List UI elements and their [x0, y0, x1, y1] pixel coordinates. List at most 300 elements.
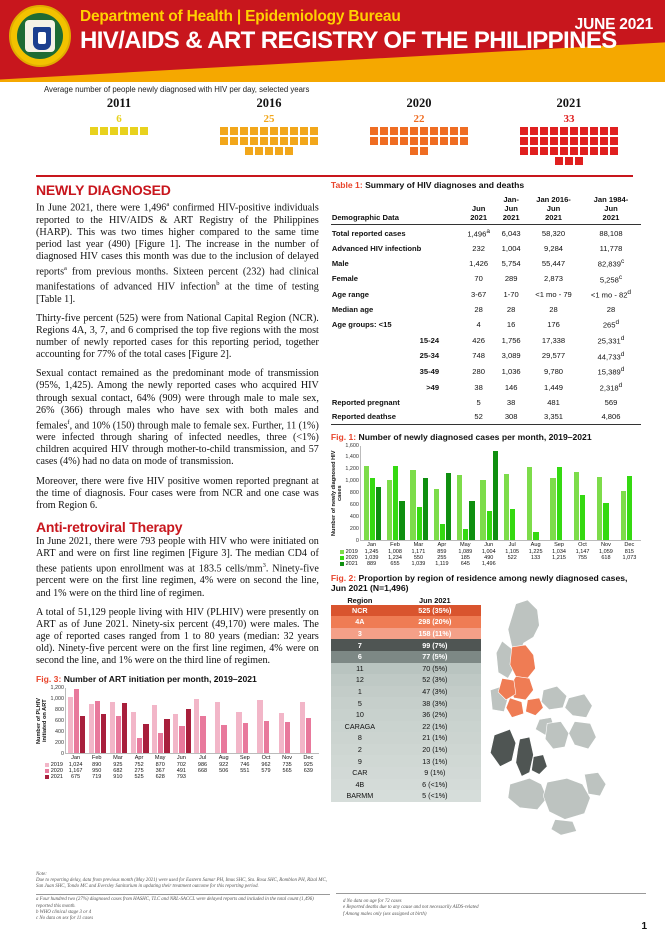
notes-body: Due to reporting delay, data from previous month (May 2021) were used for Eastern Samar PH, Imus SHC, Sta. Rosa SHC, Romblon PH, Rizal MC, San Juan SHC, Tondo MC and Eversley Sanitarium in updating their treatment outcome for this reporting period. — [36, 878, 327, 890]
chart-bar — [493, 451, 498, 540]
infographic-square — [440, 127, 448, 135]
chart-value-cell: 735 — [282, 762, 292, 769]
chart-value-cell: 185 — [460, 554, 470, 561]
chart-value-cell: 682 — [113, 768, 123, 775]
table-cell: 28 — [606, 305, 616, 315]
chart-value-cell — [255, 774, 276, 780]
chart-month-group — [129, 688, 150, 753]
chart-y-tick-label: 1,200 — [345, 466, 359, 473]
region-value: 6 (<1%) — [422, 779, 448, 789]
infographic-year-value: 25 — [263, 113, 275, 125]
infographic-square — [560, 127, 568, 135]
chart-value-cell: 1,225 — [528, 548, 543, 555]
region-row — [331, 697, 481, 709]
chart-x-tick-label: Sep — [554, 541, 565, 548]
chart-value-cell: 618 — [601, 554, 611, 561]
table-body — [331, 225, 641, 424]
region-name: 9 — [357, 756, 362, 766]
chart-y-tick-label: 1,000 — [50, 696, 64, 703]
infographic-square — [400, 137, 408, 145]
chart-value-cell: 986 — [197, 762, 208, 769]
infographic-square-grid — [66, 127, 172, 135]
infographic-square — [290, 137, 298, 145]
chart-bar — [179, 726, 184, 753]
table-cell: 58,320 — [541, 228, 566, 238]
chart-y-axis-title: Number of newly diagnosed HIV cases — [330, 450, 343, 536]
chart-value-cell: 367 — [155, 768, 165, 775]
table-cell: 308 — [504, 412, 518, 421]
table-hiv-summary — [331, 192, 641, 424]
chart-legend-swatch — [45, 763, 49, 767]
chart-y-tick-label: 0 — [355, 537, 359, 544]
chart-bar — [80, 716, 85, 753]
table-row-label: Reported deathse — [331, 412, 396, 421]
chart-legend-row — [331, 561, 641, 567]
infographic-square — [570, 137, 578, 145]
infographic-square — [575, 157, 583, 165]
fig2-region-block — [331, 596, 641, 846]
fig1-title — [331, 432, 641, 442]
region-name: BARMM — [346, 791, 374, 801]
infographic-square — [310, 137, 318, 145]
infographic-year-label: 2016 — [256, 96, 282, 110]
table-cell: 3-67 — [471, 290, 487, 300]
infographic-square — [300, 137, 308, 145]
region-name: 7 — [357, 640, 362, 650]
infographic-year-label: 2020 — [406, 96, 432, 110]
chart-value-cell: 910 — [113, 774, 123, 781]
table-cell: 4 — [476, 319, 481, 329]
fig1-label: Fig. 1: — [330, 431, 357, 442]
chart-legend-swatch — [340, 550, 344, 554]
table-cell: 25,331$^d$ — [597, 334, 625, 346]
region-value: 36 (2%) — [422, 710, 448, 720]
chart-bar — [194, 699, 199, 753]
chart-month-group — [431, 446, 454, 540]
infographic-square — [300, 127, 308, 135]
paragraph-6: A total of 51,129 people living with HIV (PLHIV) were presently on ART as of June 2021. Ninety-six percent (49,170) were males. The age of reported cases ranged from 1 to 80 years (median: 32 years old). Ninety-five percent were on the first line regimen, 4% were on second the line, and 1% were on the third line of regimen. — [36, 606, 319, 666]
infographic-square — [410, 147, 418, 155]
chart-bar — [580, 495, 585, 540]
region-table — [331, 596, 481, 846]
chart-value-row — [360, 561, 641, 567]
chart-value-cell: 1,234 — [388, 554, 402, 561]
infographic-square — [420, 147, 428, 155]
infographic-square — [420, 137, 428, 145]
fig2-title-text: Proportion by region of residence among newly diagnosed cases, Jun 2021 (N=1,496) — [330, 572, 628, 593]
chart-value-cell: 1,004 — [481, 548, 496, 555]
infographic-square — [460, 137, 468, 145]
chart-legend-label: 2019 — [345, 548, 358, 555]
table-row — [331, 332, 641, 348]
region-row — [331, 732, 481, 744]
fig2-label: Fig. 2: — [330, 572, 357, 583]
chart-value-cell: 922 — [219, 762, 229, 769]
chart-month-group — [548, 446, 571, 540]
infographic-square — [280, 127, 288, 135]
chart-value-cell: 889 — [366, 560, 377, 567]
chart-x-tick-label: May — [460, 541, 471, 548]
infographic-square — [370, 127, 378, 135]
table-row — [331, 409, 641, 424]
chart-value-cell — [277, 774, 298, 780]
table-cell: 1-70 — [503, 290, 519, 300]
region-value: 158 (11%) — [418, 629, 452, 639]
chart-value-cell: 1,105 — [505, 548, 520, 555]
infographic-square — [380, 137, 388, 145]
paragraph-1: In June 2021, there were 1,496$^a$ confirmed HIV-positive individuals reported to the HIV/AIDS & ART Registry of the Philippines (HARP). This was two times higher compared to the same time period last year (490) [Figure 1]. The increase in the number of diagnosed HIV cases this month was due to the inclusion of delayed reports$^a$ from previous months. Sixteen percent (232) had clinical manifestations of advanced HIV infection$^b$ at the time of testing [Table 1]. — [36, 201, 319, 305]
infographic-square — [520, 127, 528, 135]
region-row — [331, 767, 481, 779]
chart-legend-and-values — [331, 549, 641, 567]
chart-y-tick-label: 400 — [349, 513, 359, 520]
infographic-year-label: 2011 — [106, 96, 132, 110]
footnote-d: d No data on age for 72 cases — [343, 899, 402, 904]
chart-value-cell — [594, 561, 617, 567]
table-cell: 29,577 — [541, 351, 566, 361]
chart-x-tick-label: Feb — [91, 755, 102, 762]
table-col-header: Jan 1984- Jun 2021 — [593, 194, 629, 222]
footnote-divider-right — [336, 893, 646, 894]
chart-legend-swatch — [340, 562, 344, 566]
chart-month-group — [524, 446, 547, 540]
chart-value-cell: 133 — [531, 554, 541, 561]
chart-bar — [410, 470, 415, 540]
table-row-label: Age groups: <15 — [331, 319, 392, 329]
region-row — [331, 721, 481, 733]
chart-value-cell: 1,167 — [68, 768, 83, 775]
table-col-header: Jun 2021 — [470, 203, 488, 222]
infographic-year-2011 — [44, 96, 194, 165]
chart-x-tick-label: Mar — [113, 755, 123, 762]
chart-x-axis-labels — [360, 541, 641, 548]
chart-value-cell — [192, 774, 213, 780]
table-cell: 6,043 — [501, 228, 521, 238]
region-value: 525 (35%) — [418, 605, 452, 615]
chart-x-tick-label: Aug — [218, 755, 229, 762]
chart-value-cell: 675 — [70, 774, 81, 781]
region-row — [331, 651, 481, 663]
chart-value-cell: 1,171 — [411, 548, 426, 555]
infographic-square — [610, 147, 618, 155]
chart-bar — [446, 473, 451, 539]
chart-y-tick-label: 400 — [55, 729, 64, 736]
chart-value-cell: 579 — [261, 768, 271, 775]
chart-bar — [186, 709, 191, 753]
table-row — [331, 348, 641, 364]
chart-value-cell: 522 — [507, 554, 517, 561]
chart-value-cell: 859 — [437, 548, 447, 555]
table-row — [331, 364, 641, 380]
notes-divider — [36, 894, 330, 895]
chart-y-axis-title: Number of PLHIV initiated on ART — [36, 698, 48, 745]
infographic-square — [270, 127, 278, 135]
chart-bar — [364, 466, 369, 540]
infographic-square — [410, 137, 418, 145]
chart-y-tick-label: 600 — [55, 718, 64, 725]
chart-x-tick-label: Jun — [176, 755, 186, 762]
table-cell: 146 — [504, 382, 518, 392]
notes-heading: Note: — [36, 872, 47, 877]
infographic-square — [390, 137, 398, 145]
paragraph-3: Sexual contact remained as the predominant mode of transmission (95%, 1,425). Among the newly reported cases who acquired HIV through sexual contact, 64% (909) were through male to male sex, 26% (366) through males who have sex with both males and females$^f$, and 10% (150) through male to female sex. Further, 11 (1%) were infected through sharing of infected needles, three (<1%) children acquired HIV through mother-to-child transmission, and 57 cases (4%) had no data on mode of transmission. — [36, 368, 319, 468]
infographic-square — [430, 137, 438, 145]
infographic-square — [420, 127, 428, 135]
chart-month-group — [478, 446, 501, 540]
infographic-year-2020 — [344, 96, 494, 165]
table-col-header: Jan- Jun 2021 — [502, 194, 520, 222]
region-name: 10 — [355, 710, 364, 720]
right-column — [331, 180, 641, 845]
region-name: 11 — [356, 663, 364, 673]
chart-y-tick-label: 200 — [55, 740, 64, 747]
infographic-caption: Average number of people newly diagnosed with HIV per day, selected years — [44, 85, 310, 94]
region-col-header: Region — [347, 595, 373, 605]
chart-bar — [376, 487, 381, 540]
philippines-map — [481, 596, 641, 846]
infographic-square-grid — [516, 127, 622, 165]
fig3-chart — [36, 685, 319, 781]
table-cell: 38 — [474, 382, 483, 392]
region-name: 8 — [357, 733, 362, 743]
region-name: CARAGA — [344, 721, 376, 731]
footnote-c: c No data on sex for 11 cases — [36, 916, 94, 922]
infographic-year-2021 — [494, 96, 644, 165]
table-row-label: Median age — [331, 305, 374, 315]
chart-bar — [236, 712, 241, 753]
infographic-square — [610, 137, 618, 145]
infographic-square — [265, 147, 273, 155]
infographic-square — [590, 137, 598, 145]
chart-legend-label: 2020 — [50, 768, 63, 775]
chart-bar — [504, 474, 509, 540]
chart-value-cell — [298, 774, 319, 780]
fig2-title — [331, 573, 641, 593]
infographic-square — [580, 147, 588, 155]
infographic-square-grid — [366, 127, 472, 155]
chart-bar — [440, 524, 445, 539]
table-cell: 1,004 — [501, 243, 521, 253]
header-title: HIV/AIDS & ART REGISTRY OF THE PHILIPPINES — [80, 27, 617, 54]
chart-month-group — [298, 688, 319, 753]
chart-y-tick-label: 200 — [349, 525, 359, 532]
chart-x-axis-labels — [65, 754, 319, 761]
header-text-block — [80, 8, 617, 55]
region-value: 298 (20%) — [418, 617, 452, 627]
chart-bar — [457, 475, 462, 540]
chart-value-cell — [524, 561, 547, 567]
chart-bar — [243, 723, 248, 753]
infographic-square — [230, 137, 238, 145]
chart-value-cell: 565 — [282, 768, 292, 775]
region-row — [331, 755, 481, 767]
infographic-square — [430, 127, 438, 135]
table-cell: 176 — [547, 319, 560, 329]
infographic-square — [600, 137, 608, 145]
infographic-square — [565, 157, 573, 165]
chart-legend-label: 2020 — [345, 554, 358, 561]
table-cell: 289 — [504, 274, 518, 284]
infographic-square — [530, 147, 538, 155]
chart-month-group — [361, 446, 384, 540]
region-name: 12 — [355, 675, 364, 685]
infographic-square — [245, 147, 253, 155]
infographic-square — [100, 127, 108, 135]
chart-bar — [533, 532, 538, 540]
chart-bar — [116, 716, 121, 754]
chart-month-group — [87, 688, 108, 753]
infographic-square — [90, 127, 98, 135]
chart-month-group — [618, 446, 641, 540]
region-value: 38 (3%) — [422, 698, 448, 708]
chart-value-cell: 1,496 — [481, 560, 496, 567]
infographic-square — [120, 127, 128, 135]
region-value: 22 (1%) — [422, 721, 448, 731]
chart-month-group — [171, 688, 192, 753]
chart-value-cell: 1,059 — [599, 548, 613, 555]
chart-month-group — [150, 688, 171, 753]
table-row-label: Age range — [331, 290, 369, 300]
table-row-label: 25-34 — [419, 351, 440, 361]
table-cell: 1,449 — [544, 382, 564, 392]
page-number: 1 — [641, 921, 647, 932]
chart-month-group — [454, 446, 477, 540]
chart-bar — [264, 721, 269, 753]
infographic-square — [220, 137, 228, 145]
footnotes-right-block — [343, 899, 643, 918]
chart-bar — [200, 716, 205, 753]
infographic-square — [590, 147, 598, 155]
table-cell: 52 — [474, 412, 483, 421]
infographic-square — [250, 137, 258, 145]
infographic-square — [570, 127, 578, 135]
chart-value-cell: 525 — [134, 774, 144, 781]
table-cell: 1,496$^a$ — [467, 227, 490, 239]
chart-value-cell: 668 — [197, 768, 208, 775]
chart-month-group — [256, 688, 277, 753]
chart-value-cell: 815 — [624, 548, 634, 555]
chart-x-tick-label: Jun — [484, 541, 494, 548]
infographic-square — [550, 137, 558, 145]
table1-title-text: Summary of HIV diagnoses and deaths — [365, 180, 525, 191]
infographic-square — [520, 147, 528, 155]
chart-value-cell: 925 — [113, 762, 123, 769]
chart-month-group — [594, 446, 617, 540]
chart-value-cell: 1,039 — [364, 554, 379, 561]
chart-value-cell — [234, 774, 255, 780]
chart-legend-label: 2021 — [345, 560, 358, 567]
table-row — [331, 225, 641, 241]
chart-bar — [399, 501, 404, 540]
table-cell: 1,756 — [501, 335, 521, 345]
chart-value-cell: 645 — [460, 560, 470, 567]
infographic-square — [555, 157, 563, 165]
infographic-square — [370, 137, 378, 145]
region-value-col-header: Jun 2021 — [419, 595, 451, 605]
chart-value-cell: 1,089 — [458, 548, 473, 555]
table-cell: 28 — [506, 305, 516, 315]
chart-value-cell: 870 — [155, 762, 165, 769]
region-row — [331, 744, 481, 756]
chart-y-tick-label: 1,600 — [345, 442, 359, 449]
chart-value-cell: 962 — [261, 762, 271, 769]
chart-value-cell: 719 — [92, 774, 102, 781]
region-name: 6 — [357, 652, 362, 662]
chart-month-group — [277, 688, 298, 753]
chart-bar — [74, 689, 79, 753]
table-row-label: Male — [331, 258, 349, 268]
chart-x-tick-label: Jul — [198, 755, 207, 762]
region-name: CAR — [352, 768, 368, 778]
region-row — [331, 686, 481, 698]
chart-y-axis-ticks — [340, 442, 360, 544]
region-name: 3 — [357, 629, 362, 639]
chart-bar — [487, 511, 492, 540]
table-row-label: 35-49 — [419, 367, 440, 377]
chart-legend-swatch — [340, 556, 344, 560]
chart-value-cell — [571, 561, 594, 567]
infographic-square — [590, 127, 598, 135]
region-row — [331, 674, 481, 686]
table1-label: Table 1: — [330, 180, 363, 191]
chart-value-cell: 746 — [240, 762, 250, 769]
section-title-art: Anti-retroviral Therapy — [36, 518, 183, 535]
chart-value-cell: 890 — [92, 762, 102, 769]
infographic-square — [580, 127, 588, 135]
table-cell: 3,089 — [501, 351, 521, 361]
chart-plot-area — [36, 685, 319, 758]
region-row — [331, 790, 481, 802]
region-row — [331, 616, 481, 628]
chart-value-cell: 1,034 — [552, 548, 566, 555]
chart-bar — [557, 467, 562, 539]
table-cell: 2,318$^d$ — [599, 382, 623, 393]
chart-value-cell: 925 — [303, 762, 313, 769]
chart-bar — [110, 702, 115, 753]
infographic-square — [530, 137, 538, 145]
chart-bar — [279, 713, 284, 753]
chart-bar — [164, 719, 169, 754]
region-name: 1 — [357, 687, 362, 697]
infographic-square — [540, 147, 548, 155]
region-name: 4A — [355, 617, 365, 627]
chart-value-cell: 755 — [577, 554, 588, 561]
chart-value-cell — [547, 561, 570, 567]
infographic-square — [130, 127, 138, 135]
chart-value-cell: 950 — [92, 768, 102, 775]
table-row — [331, 241, 641, 255]
chart-x-tick-label: Oct — [261, 755, 271, 762]
chart-x-tick-label: Jan — [367, 541, 377, 548]
chart-x-tick-label: Feb — [390, 541, 400, 548]
philippines-map-svg — [481, 596, 631, 841]
table-cell: 5,258$^c$ — [599, 273, 623, 285]
chart-bar — [89, 704, 94, 753]
chart-bar — [387, 480, 392, 540]
paragraph-2: Thirty-five percent (525) were from National Capital Region (NCR). Regions 4A, 3, 7, and 6 comprised the top five regions with the most number of newly reported cases for this reporting period, together accounting for 77% of the total cases [Figure 2]. — [36, 313, 319, 361]
table-cell: 1,426 — [469, 258, 489, 268]
chart-bar — [597, 477, 602, 540]
infographic-square — [255, 147, 263, 155]
table-cell: 15,389$^d$ — [597, 366, 625, 377]
region-value: 52 (3%) — [422, 675, 448, 685]
chart-x-tick-label: Mar — [413, 541, 424, 548]
infographic-square — [560, 137, 568, 145]
table-cell: <1 mo - 79 — [535, 290, 572, 300]
chart-x-tick-label: Jan — [71, 755, 81, 762]
chart-x-tick-label: Nov — [600, 541, 611, 548]
chart-value-cell: 255 — [437, 554, 447, 561]
